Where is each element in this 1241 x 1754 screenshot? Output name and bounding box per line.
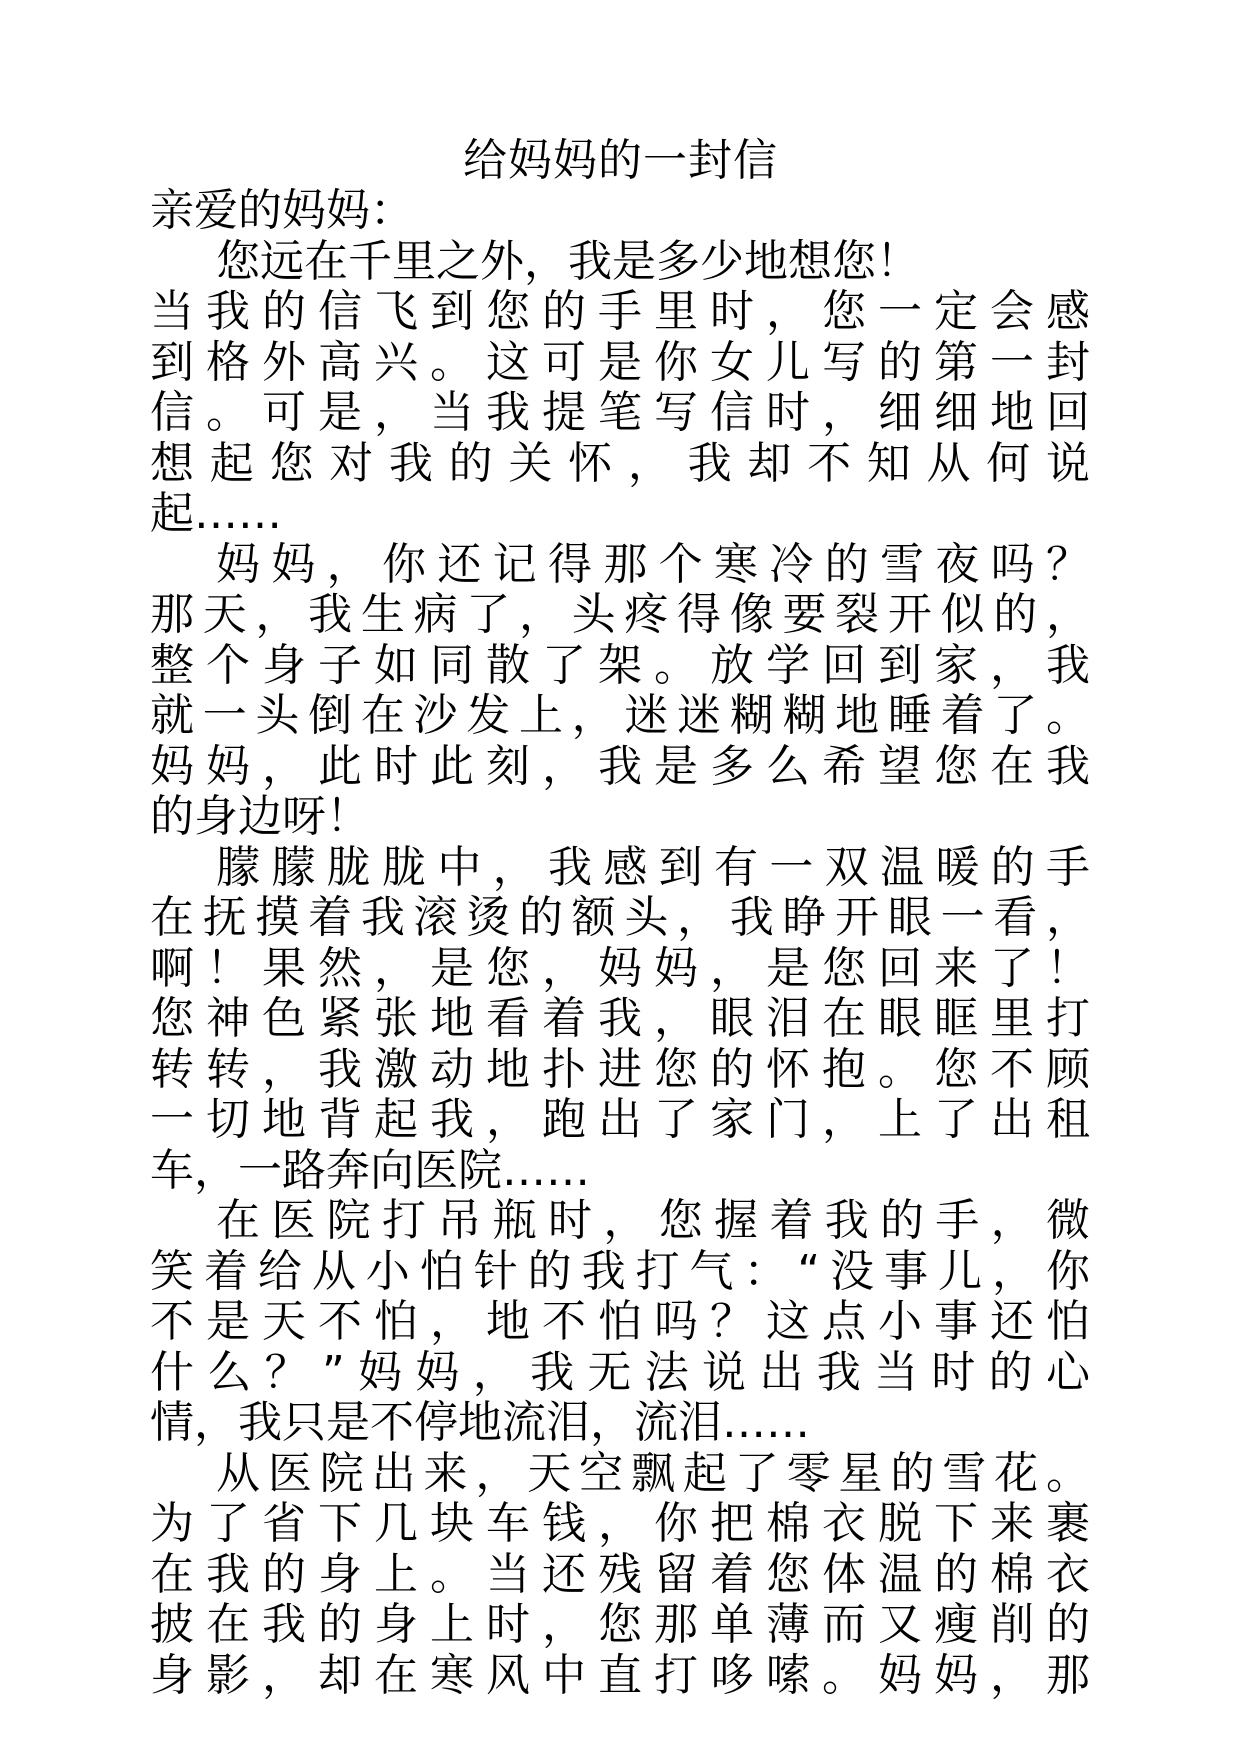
text-line: 不是天不怕，地不怕吗？这点小事还怕	[150, 1297, 1090, 1347]
text-line: 在医院打吊瓶时，您握着我的手，微	[216, 1196, 1090, 1246]
text-line: 笑着给从小怕针的我打气：“没事儿，你	[150, 1246, 1090, 1297]
text-line: 一切地背起我，跑出了家门，上了出租	[150, 1095, 1090, 1145]
text-line: 起……	[150, 489, 282, 539]
text-line: 那天，我生病了，头疼得像要裂开似的，	[150, 590, 1090, 640]
text-line: 您神色紧张地看着我，眼泪在眼眶里打	[150, 994, 1090, 1044]
text-line: 妈妈，你还记得那个寒冷的雪夜吗？	[216, 539, 1090, 590]
text-line: 在抚摸着我滚烫的额头，我睁开眼一看，	[150, 893, 1090, 943]
text-line: 的身边呀！	[150, 792, 370, 842]
text-line: 想起您对我的关怀，我却不知从何说	[150, 438, 1090, 489]
text-line: 当我的信飞到您的手里时，您一定会感	[150, 287, 1090, 337]
text-line: 转转，我激动地扑进您的怀抱。您不顾	[150, 1044, 1090, 1095]
text-line: 就一头倒在沙发上，迷迷糊糊地睡着了。	[150, 691, 1090, 741]
text-line: 身影，却在寒风中直打哆嗦。妈妈，那	[150, 1650, 1090, 1701]
text-line: 整个身子如同散了架。放学回到家，我	[150, 640, 1090, 691]
text-line: 妈妈，此时此刻，我是多么希望您在我	[150, 741, 1090, 792]
text-line: 啊！果然，是您，妈妈，是您回来了！	[150, 943, 1090, 994]
text-line: 情，我只是不停地流泪，流泪……	[150, 1398, 810, 1448]
text-line: 披在我的身上时，您那单薄而又瘦削的	[150, 1600, 1090, 1650]
text-line: 在我的身上。当还残留着您体温的棉衣	[150, 1549, 1090, 1600]
text-line: 从医院出来，天空飘起了零星的雪花。	[216, 1448, 1090, 1499]
text-line: 您远在千里之外，我是多少地想您！	[216, 236, 920, 287]
text-line: 为了省下几块车钱，你把棉衣脱下来裹	[150, 1499, 1090, 1549]
text-line: 亲爱的妈妈：	[150, 186, 414, 236]
text-line: 车，一路奔向医院……	[150, 1145, 590, 1196]
text-line: 信。可是，当我提笔写信时，细细地回	[150, 388, 1090, 438]
letter-title: 给妈妈的一封信	[463, 135, 778, 186]
text-line: 到格外高兴。这可是你女儿写的第一封	[150, 337, 1090, 388]
text-line: 什么？”妈妈，我无法说出我当时的心	[150, 1347, 1090, 1398]
letter-body	[150, 186, 1090, 1701]
text-line: 朦朦胧胧中，我感到有一双温暖的手	[216, 842, 1090, 893]
